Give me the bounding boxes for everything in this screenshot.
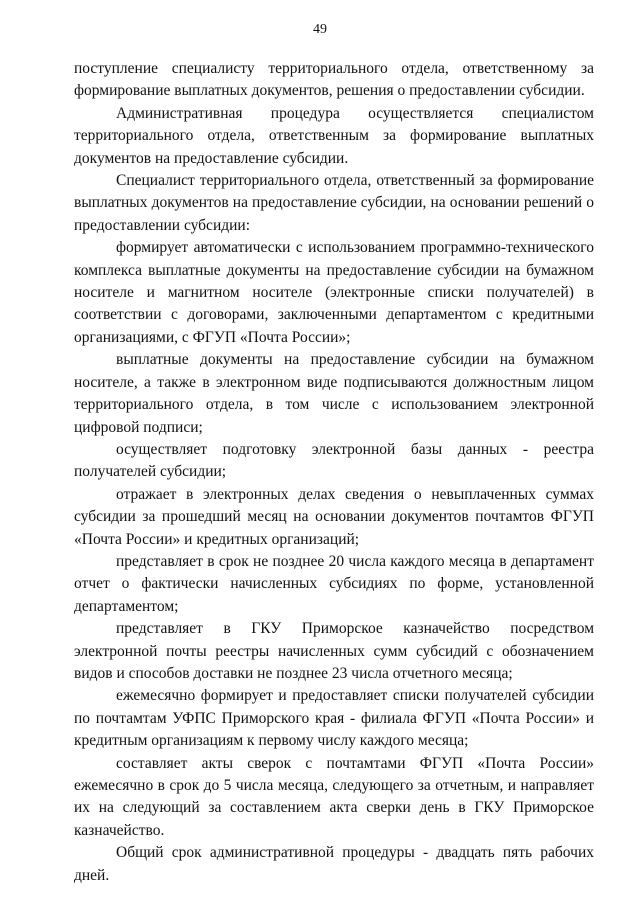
page-number: 49	[313, 22, 327, 37]
paragraph-continuation: поступление специалисту территориального отдела, ответственному за формирование выплатных документов, решения о предоставлении субсидии.	[74, 60, 594, 100]
paragraph-treasury-registers: представляет в ГКУ Приморское казначейство посредством электронной почты реестры начисленных сумм субсидий с обозначением видов и способов доставки не позднее 23 числа отчетного месяца;	[74, 620, 594, 682]
paragraph-database-preparation: осуществляет подготовку электронной базы данных - реестра получателей субсидии;	[74, 440, 594, 481]
paragraph-recipient-lists: ежемесячно формирует и предоставляет списки получателей субсидии по почтамтам УФПС Приморского края - филиала ФГУП «Почта России» и кредитным организациям к первому числу каждого месяца;	[74, 687, 594, 750]
paragraph-forms-payment-documents: формирует автоматически с использованием программно-технического комплекса выплатные документы на предоставление субсидии на бумажном носителе и магнитном носителе (электронные списки получателей) в соответствии с договорами, заключенными департаментом с кредитными организациями, с ФГУП «Почта России»;	[74, 239, 594, 346]
paragraph-unpaid-amounts: отражает в электронных делах сведения о невыплаченных суммах субсидии за прошедший месяц на основании документов почтамтов ФГУП «Почта России» и кредитных организаций;	[74, 485, 594, 548]
paragraph-documents-signed: выплатные документы на предоставление субсидии на бумажном носителе, а также в электронном виде подписываются должностным лицом территориального отдела, в том числе с использованием электронной цифровой подписи;	[74, 351, 594, 436]
paragraph-total-duration: Общий срок административной процедуры - двадцать пять рабочих дней.	[74, 844, 594, 884]
paragraph-procedure-executor: Административная процедура осуществляется специалистом территориального отдела, ответственным за формирование выплатных документов на предоставление субсидии.	[74, 104, 594, 167]
paragraph-reconciliation-acts: составляет акты сверок с почтамтами ФГУП «Почта России» ежемесячно в срок до 5 числа месяца, следующего за отчетным, и направляет их на следующий за составлением акта сверки день в ГКУ Приморское казначейство.	[74, 754, 594, 839]
paragraph-specialist-duties-intro: Специалист территориального отдела, ответственный за формирование выплатных документов на предоставление субсидии, на основании решений о предоставлении субсидии:	[74, 172, 594, 234]
paragraph-report-to-department: представляет в срок не позднее 20 числа каждого месяца в департамент отчет о фактически начисленных субсидиях по форме, установленной департаментом;	[74, 552, 594, 615]
document-body	[74, 58, 594, 887]
